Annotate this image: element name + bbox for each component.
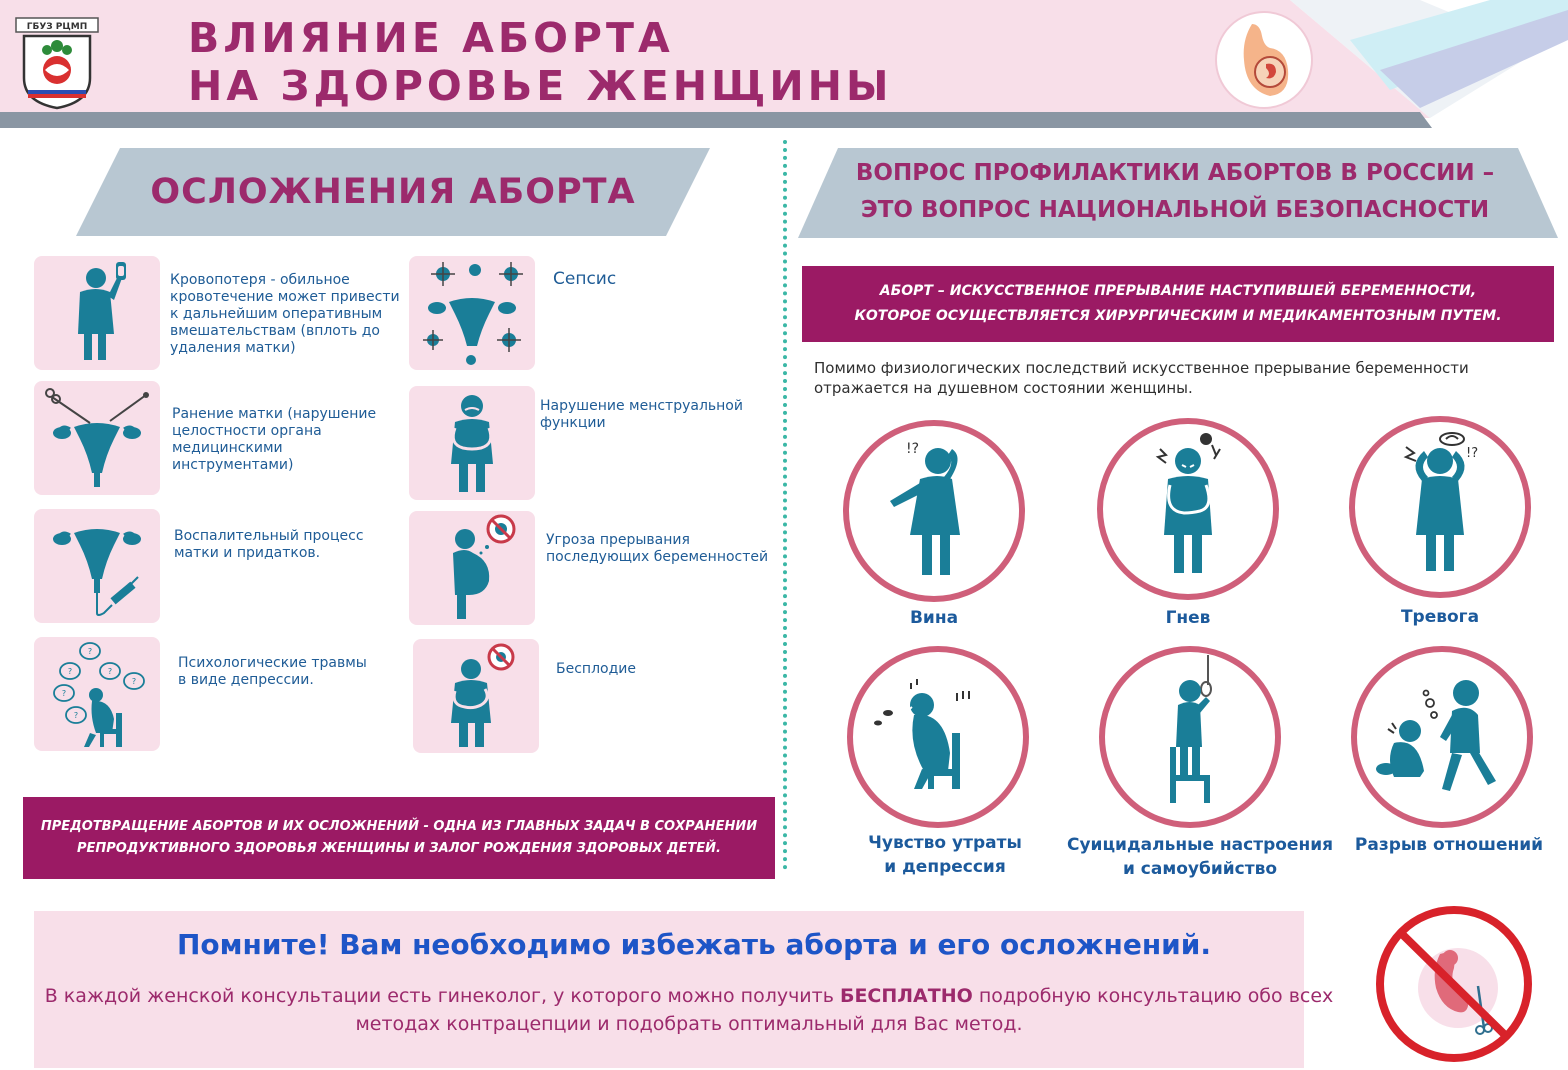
uterus-instruments-icon	[34, 381, 160, 495]
svg-text:?: ?	[107, 667, 113, 676]
reminder-info: В каждой женской консультации есть гинеколог, у которого можно получить БЕСПЛАТНО подробную консультацию обо всех методах контрацепции и подобрать оптимальный для Вас метод.	[44, 985, 1334, 1035]
svg-text:!?: !?	[906, 441, 920, 457]
reminder-heading: Помните! Вам необходимо избежать аборта и его осложнений.	[176, 928, 1212, 961]
woman-infertility-icon	[413, 639, 539, 753]
page-title-line2: НА ЗДОРОВЬЕ ЖЕНЩИНЫ	[188, 62, 893, 110]
emotion-label-suicidal: Суицидальные настроения и самоубийство	[1066, 835, 1334, 879]
abortion-definition	[802, 266, 1554, 342]
complication-text-psychological: Психологические травмы в виде депрессии.	[178, 655, 367, 688]
section-divider	[783, 140, 787, 870]
uterus-bacteria-icon	[409, 256, 535, 370]
logo	[12, 14, 102, 110]
prevention-heading-line2: ЭТО ВОПРОС НАЦИОНАЛЬНОЙ БЕЗОПАСНОСТИ	[860, 197, 1490, 223]
no-abortion-icon	[1374, 904, 1534, 1064]
fetus-icon	[1214, 10, 1314, 110]
complication-text-blood-loss: Кровопотеря - обильное кровотечение может привести к дальнейшим оперативным вмешательствам (вплоть до удаления матки)	[170, 272, 400, 356]
complication-text-pregnancy-threat: Угроза прерывания последующих беременностей	[546, 532, 769, 565]
complication-text-inflammation: Воспалительный процесс матки и придатков.	[174, 528, 364, 561]
suicide-icon	[1096, 643, 1284, 831]
logo-text: ГБУЗ РЦМП	[26, 22, 88, 32]
prevention-notice-text: ПРЕДОТВРАЩЕНИЕ АБОРТОВ И ИХ ОСЛОЖНЕНИЙ - ОДНА ИЗ ГЛАВНЫХ ЗАДАЧ В СОХРАНЕНИИ РЕПРОДУКТИВНОГО ЗДОРОВЬЯ ЖЕНЩИНЫ И ЗАЛОГ РОЖДЕНИЯ ЗДОРОВЫХ ДЕТЕЙ.	[40, 819, 758, 856]
definition-line1: АБОРТ – ИСКУССТВЕННОЕ ПРЕРЫВАНИЕ НАСТУПИВШЕЙ БЕРЕМЕННОСТИ,	[879, 283, 1477, 299]
svg-text:?: ?	[67, 667, 73, 676]
svg-text:?: ?	[131, 677, 137, 686]
guilt-icon	[840, 417, 1028, 605]
emotion-label-anxiety: Тревога	[1400, 607, 1480, 627]
svg-text:?: ?	[87, 647, 93, 656]
breakup-icon	[1348, 643, 1536, 831]
emotion-label-loss-depression: Чувство утраты и депрессия	[868, 833, 1022, 877]
anger-icon	[1094, 415, 1282, 603]
complication-text-sepsis: Сепсис	[553, 269, 617, 289]
complication-text-menstrual: Нарушение менструальной функции	[540, 398, 743, 431]
emotional-impact-intro: Помимо физиологических последствий искусственное прерывание беременности отражается на душевном состоянии женщины.	[814, 359, 1469, 397]
complication-text-infertility: Бесплодие	[556, 661, 636, 677]
pregnant-woman-forbidden-icon	[409, 511, 535, 625]
prevention-notice	[23, 797, 775, 879]
complication-text-uterus-injury: Ранение матки (нарушение целостности органа медицинскими инструментами)	[172, 406, 377, 473]
anxiety-icon	[1346, 413, 1534, 601]
woman-abdominal-pain-icon	[409, 386, 535, 500]
svg-text:!?: !?	[1466, 446, 1479, 461]
emotion-label-anger: Гнев	[1165, 608, 1211, 628]
definition-line2: КОТОРОЕ ОСУЩЕСТВЛЯЕТСЯ ХИРУРГИЧЕСКИМ И МЕДИКАМЕНТОЗНЫМ ПУТЕМ.	[854, 308, 1502, 324]
prevention-heading	[810, 155, 1540, 229]
free-emphasis: БЕСПЛАТНО	[839, 985, 973, 1007]
woman-blood-loss-icon	[34, 256, 160, 370]
depressed-woman-questions-icon	[34, 637, 160, 751]
page-title-line1: ВЛИЯНИЕ АБОРТА	[188, 14, 674, 62]
emotion-label-breakup: Разрыв отношений	[1354, 835, 1544, 855]
loss-depression-icon	[844, 643, 1032, 831]
svg-text:?: ?	[73, 711, 79, 720]
uterus-syringe-icon	[34, 509, 160, 623]
complications-heading: ОСЛОЖНЕНИЯ АБОРТА	[150, 172, 636, 212]
prevention-heading-line1: ВОПРОС ПРОФИЛАКТИКИ АБОРТОВ В РОССИИ –	[855, 160, 1495, 186]
svg-text:?: ?	[61, 689, 67, 698]
emotion-label-guilt: Вина	[909, 608, 959, 628]
